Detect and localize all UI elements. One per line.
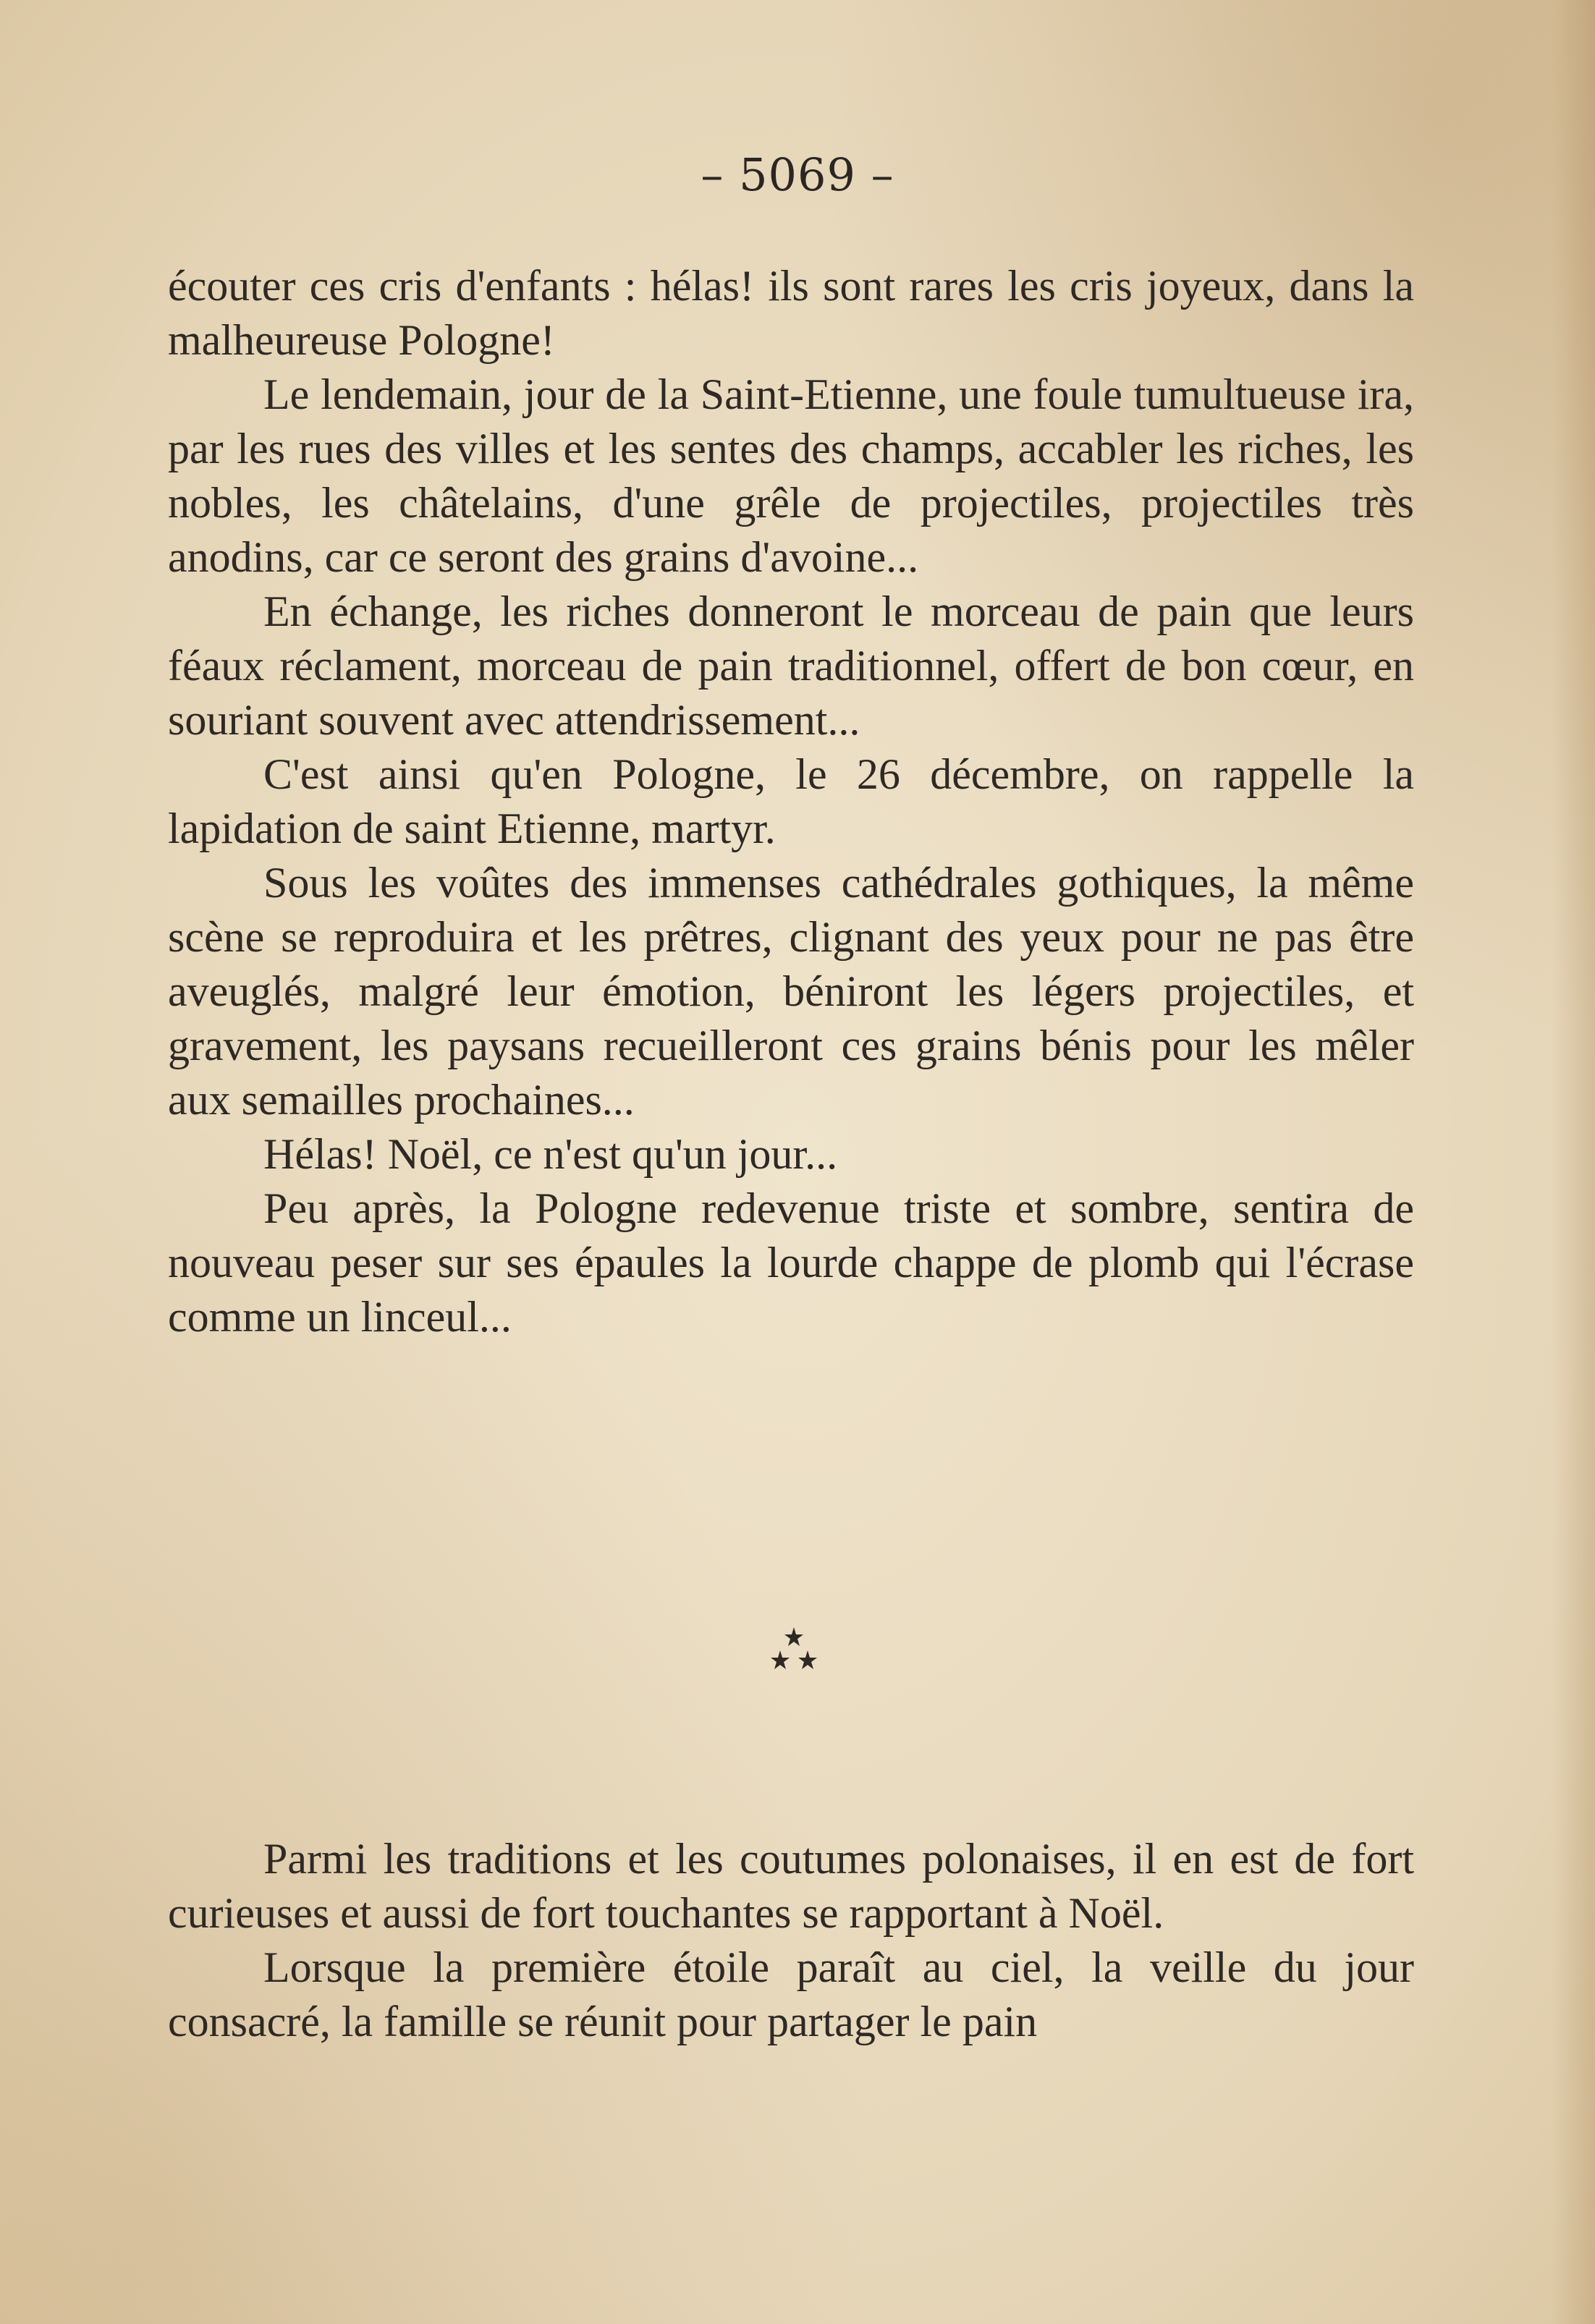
paragraph: C'est ainsi qu'en Pologne, le 26 décembre, on rappelle la lapidation de saint Etienne, martyr. bbox=[168, 750, 1414, 852]
paragraph: Hélas! Noël, ce n'est qu'un jour... bbox=[263, 1130, 838, 1178]
paragraph: Parmi les traditions et les coutumes polonaises, il en est de fort curieuses et aussi de fort touchantes se rapportant à Noël. bbox=[168, 1835, 1414, 1937]
paragraph-continues: Lorsque la première étoile paraît au ciel, la veille du jour consacré, la famille se réunit pour partager le pain bbox=[168, 1943, 1414, 2045]
paragraph-continuation: écouter ces cris d'enfants : hélas! ils sont rares les cris joyeux, dans la malheureuse Pologne! bbox=[168, 262, 1414, 364]
paragraph: Sous les voûtes des immenses cathédrales gothiques, la même scène se reproduira et les prêtres, clignant des yeux pour ne pas être aveuglés, malgré leur émotion, béniront les légers projectiles, et gravement, les paysans recueilleront ces grains bénis pour les mêler aux semailles prochaines... bbox=[168, 859, 1414, 1124]
text-section-2 bbox=[168, 1832, 1414, 2049]
paragraph: Peu après, la Pologne redevenue triste et sombre, sentira de nouveau peser sur ses épaules la lourde chappe de plomb qui l'écrase comme un linceul... bbox=[168, 1184, 1414, 1341]
text-section-1 bbox=[168, 259, 1414, 1344]
paragraph: En échange, les riches donneront le morceau de pain que leurs féaux réclament, morceau de pain traditionnel, offert de bon cœur, en souriant souvent avec attendrissement... bbox=[168, 588, 1414, 744]
asterism-icon bbox=[761, 1624, 826, 1682]
paragraph: Le lendemain, jour de la Saint-Etienne, une foule tumultueuse ira, par les rues des villes et les sentes des champs, accabler les riches, les nobles, les châtelains, d'une grêle de projectiles, projectiles très anodins, car ce seront des grains d'avoine... bbox=[168, 370, 1414, 581]
page-edge-shadow bbox=[1552, 0, 1595, 2324]
page-number: – 5069 – bbox=[701, 148, 894, 201]
